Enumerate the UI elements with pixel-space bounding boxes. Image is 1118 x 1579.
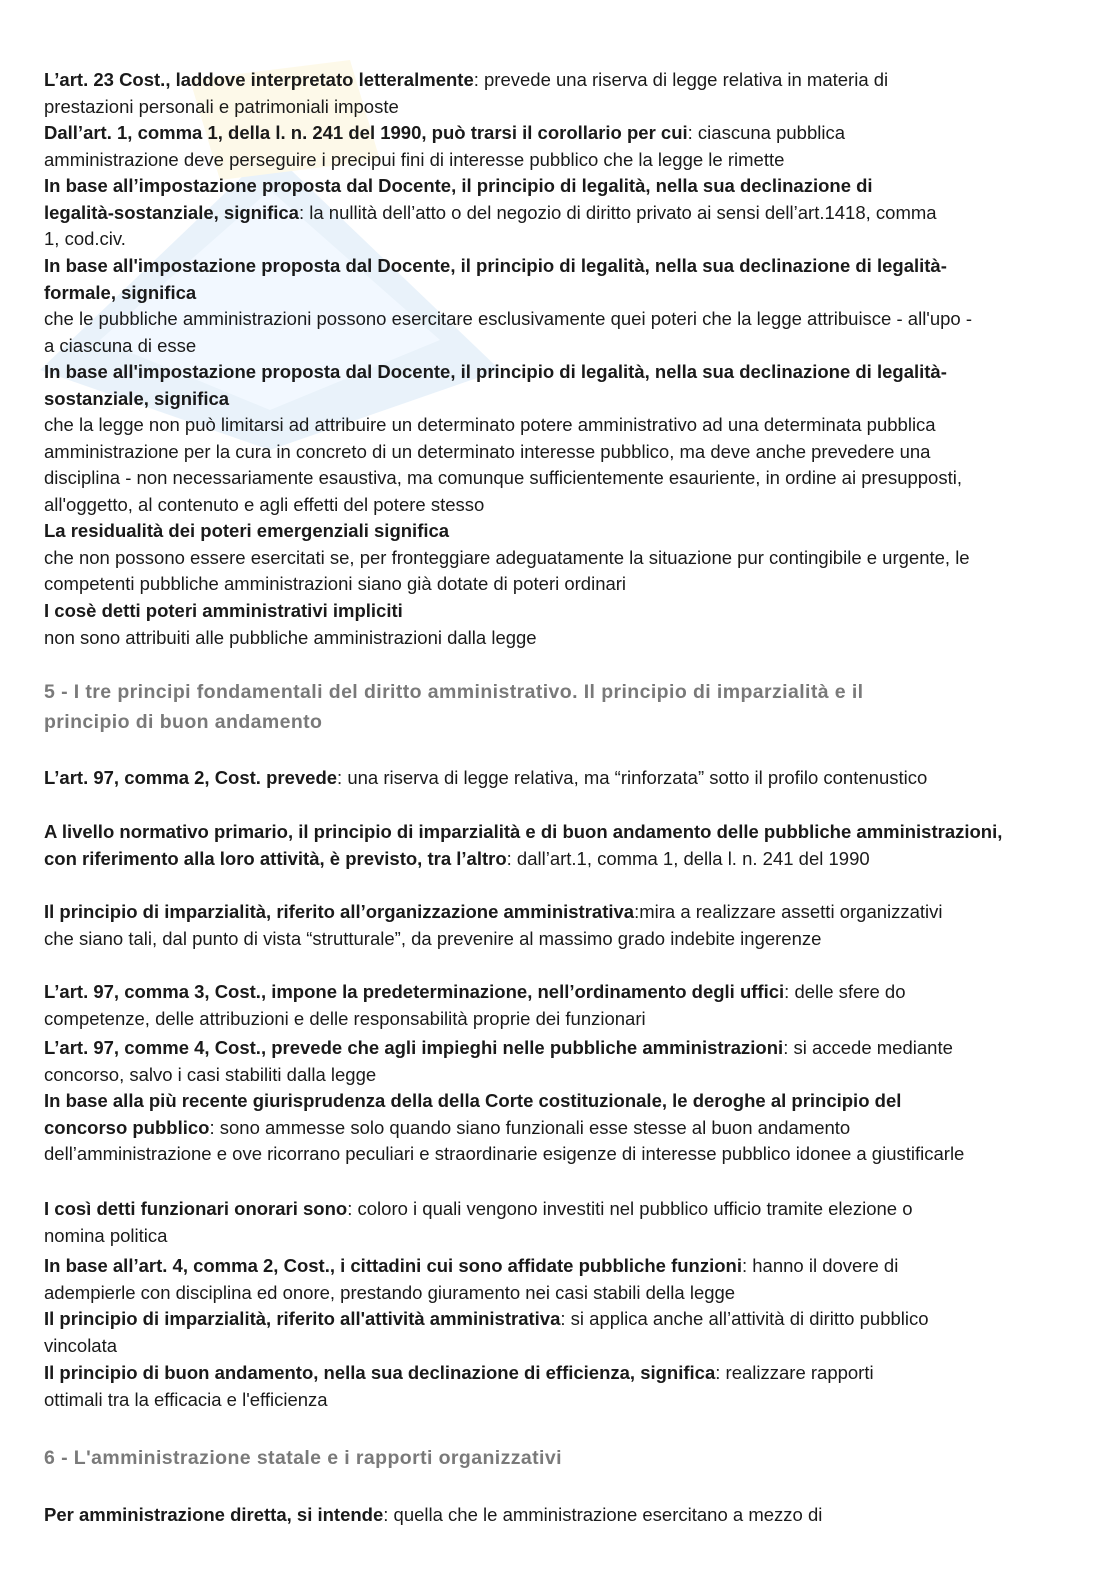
answer: la nullità dell’atto o del negozio di diritto privato ai sensi dell’art.1418, comma 1, cod.civ.: [44, 201, 937, 250]
answer: dall’art.1, comma 1, della l. n. 241 del 1990: [516, 847, 870, 869]
question: Per amministrazione diretta, si intende: [44, 1504, 384, 1525]
question: L’art. 97, comme 4, Cost., prevede che agli impieghi nelle pubbliche amministrazioni: [44, 1037, 784, 1058]
answer: si accede mediante concorso, salvo i casi stabiliti dalla legge: [44, 1037, 953, 1085]
question: La residualità dei poteri emergenziali significa: [44, 520, 450, 541]
qa-item: In base all’art. 4, comma 2, Cost., i cittadini cui sono affidate pubbliche funzioni: hanno il dovere di adempierle con disciplina ed onore, prestando giuramento nei casi stabili della legge: [44, 1255, 899, 1303]
section-heading: 6 - L'amministrazione statale e i rapporti organizzativi: [44, 1447, 562, 1469]
answer: sono ammesse solo quando siano funzionali esse stesse al buon andamento dell’amministrazione e ove ricorrano peculiari e straordinarie esigenze di interesse pubblico idonee a giustificarle: [44, 1116, 965, 1165]
question: In base all'impostazione proposta dal Docente, il principio di legalità, nella sua declinazione di legalità-sostanziale, significa: [44, 361, 947, 409]
answer: realizzare rapporti ottimali tra la efficacia e l'efficienza: [44, 1362, 874, 1410]
question: In base all'impostazione proposta dal Docente, il principio di legalità, nella sua declinazione di legalità-formale, significa: [44, 255, 947, 303]
qa-item: [44, 359, 974, 519]
answer: ciascuna pubblica amministrazione deve perseguire i precipui fini di interesse pubblico che la legge le rimette: [44, 122, 845, 170]
question: In base all’art. 4, comma 2, Cost., i cittadini cui sono affidate pubbliche funzioni: [44, 1255, 742, 1276]
qa-item: A livello normativo primario, il principio di imparzialità e di buon andamento delle pubbliche amministrazioni, con riferimento alla loro attività, è previsto, tra l’altro: dall’art.1, comma 1, della l. n. 241 del 1990: [44, 821, 1003, 869]
qa-item: Per amministrazione diretta, si intende: quella che le amministrazione esercitano a mezzo di: [44, 1504, 823, 1525]
question: I così detti funzionari onorari sono: [44, 1198, 348, 1219]
qa-item: [44, 253, 974, 359]
qa-item: [44, 518, 974, 598]
answer: quella che le amministrazione esercitano a mezzo di: [393, 1504, 823, 1525]
question: Il principio di imparzialità, riferito all'attività amministrativa: [44, 1308, 561, 1329]
question: Il principio di buon andamento, nella sua declinazione di efficienza, significa: [44, 1362, 716, 1383]
qa-item: L’art. 97, comma 3, Cost., impone la predeterminazione, nell’ordinamento degli uffici: delle sfere do competenze, delle attribuzioni e delle responsabilità proprie dei funzionari: [44, 981, 906, 1029]
section-heading: 5 - I tre principi fondamentali del diritto amministrativo. Il principio di imparzialità e il principio di buon andamento: [44, 681, 864, 733]
question: L’art. 97, comma 2, Cost. prevede: [44, 767, 338, 788]
question: Dall’art. 1, comma 1, della l. n. 241 del 1990, può trarsi il corollario per cui: [44, 122, 688, 143]
qa-item: L’art. 97, comma 2, Cost. prevede: una riserva di legge relativa, ma “rinforzata” sotto il profilo contenustico: [44, 767, 928, 788]
answer: delle sfere do competenze, delle attribuzioni e delle responsabilità proprie dei funzionari: [44, 981, 906, 1029]
qa-item: I così detti funzionari onorari sono: coloro i quali vengono investiti nel pubblico ufficio tramite elezione o nomina politica: [44, 1198, 913, 1246]
question: Il principio di imparzialità, riferito all’organizzazione amministrativa: [44, 901, 635, 922]
answer: che le pubbliche amministrazioni possono esercitare esclusivamente quei poteri che la legge attribuisce - all'upo - a ciascuna di esse: [44, 308, 972, 356]
qa-item: Il principio di buon andamento, nella sua declinazione di efficienza, significa: realizzare rapporti ottimali tra la efficacia e l'efficienza: [44, 1362, 874, 1410]
qa-item: In base alla più recente giurisprudenza della della Corte costituzionale, le deroghe al principio del concorso pubblico: sono ammesse solo quando siano funzionali esse stesse al buon andamento dell’amministrazione e ove ricorrano peculiari e straordinarie esigenze di interesse pubblico idonee a giustificarle: [44, 1090, 965, 1165]
question: I cosè detti poteri amministrativi impliciti: [44, 600, 403, 621]
question: In base all’impostazione proposta dal Docente, il principio di legalità, nella sua declinazione di legalità-sostanziale, significa: [44, 175, 873, 223]
qa-item: L’art. 97, comme 4, Cost., prevede che agli impieghi nelle pubbliche amministrazioni: si accede mediante concorso, salvo i casi stabiliti dalla legge: [44, 1037, 953, 1085]
answer: che non possono essere esercitati se, per fronteggiare adeguatamente la situazione pur contingibile e urgente, le competenti pubbliche amministrazioni siano già dotate di poteri ordinari: [44, 546, 970, 595]
qa-item: In base all’impostazione proposta dal Docente, il principio di legalità, nella sua declinazione di legalità-sostanziale, significa: la nullità dell’atto o del negozio di diritto privato ai sensi dell’art.1418, comma 1, cod.civ.: [44, 175, 937, 250]
answer: una riserva di legge relativa, ma “rinforzata” sotto il profilo contenustico: [347, 767, 928, 788]
answer: che la legge non può limitarsi ad attribuire un determinato potere amministrativo ad una determinata pubblica amministrazione per la cura in concreto di un determinato interesse pubblico, ma deve anche prevedere una disciplina - non necessariamente esaustiva, ma comunque sufficientemente esauriente, in ordine ai presupposti, all'oggetto, al contenuto e agli effetti del potere stesso: [44, 414, 962, 515]
qa-item: Il principio di imparzialità, riferito all’organizzazione amministrativa:mira a realizzare assetti organizzativi che siano tali, dal punto di vista “strutturale”, da prevenire al massimo grado indebite ingerenze: [44, 901, 943, 949]
question: A livello normativo primario, il principio di imparzialità e di buon andamento delle pubbliche amministrazioni, con riferimento alla loro attività, è previsto, tra l’altro: [44, 821, 1003, 869]
answer: mira a realizzare assetti organizzativi che siano tali, dal punto di vista “strutturale”, da prevenire al massimo grado indebite ingerenze: [44, 901, 943, 949]
qa-item: [44, 598, 974, 651]
answer: si applica anche all’attività di diritto pubblico vincolata: [44, 1308, 929, 1356]
answer: coloro i quali vengono investiti nel pubblico ufficio tramite elezione o nomina politica: [44, 1198, 913, 1246]
question: L’art. 97, comma 3, Cost., impone la predeterminazione, nell’ordinamento degli uffici: [44, 981, 785, 1002]
question: In base alla più recente giurisprudenza della della Corte costituzionale, le deroghe al principio del concorso pubblico: [44, 1090, 902, 1138]
qa-item: Dall’art. 1, comma 1, della l. n. 241 del 1990, può trarsi il corollario per cui: ciascuna pubblica amministrazione deve perseguire i precipui fini di interesse pubblico che la legge le rimette: [44, 122, 845, 170]
qa-item: Il principio di imparzialità, riferito all'attività amministrativa: si applica anche all’attività di diritto pubblico vincolata: [44, 1308, 929, 1356]
answer: non sono attribuiti alle pubbliche amministrazioni dalla legge: [44, 626, 537, 648]
qa-item: L’art. 23 Cost., laddove interpretato letteralmente: prevede una riserva di legge relativa in materia di prestazioni personali e patrimoniali imposte: [44, 69, 889, 117]
answer: hanno il dovere di adempierle con disciplina ed onore, prestando giuramento nei casi stabili della legge: [44, 1255, 899, 1303]
answer: prevede una riserva di legge relativa in materia di prestazioni personali e patrimoniali imposte: [44, 69, 889, 117]
question: L’art. 23 Cost., laddove interpretato letteralmente: [44, 69, 474, 90]
